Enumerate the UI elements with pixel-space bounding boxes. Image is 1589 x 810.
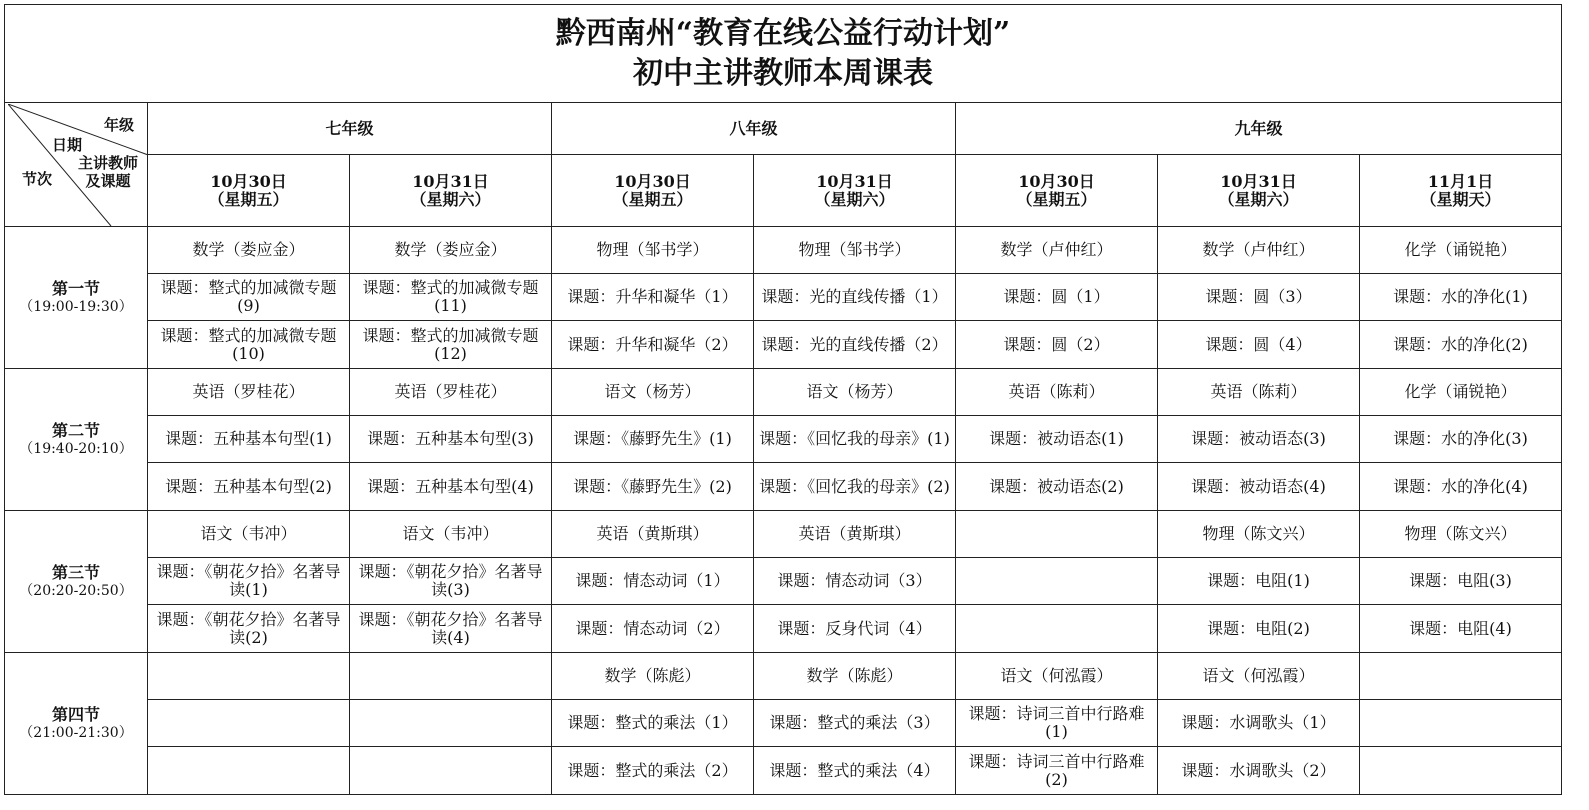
periods-body (5, 227, 1562, 795)
lesson-topic-cell[interactable]: 课题：电阻(1) (1158, 558, 1360, 605)
period-row (5, 511, 1562, 558)
date-label: 10月31日 (412, 171, 489, 191)
date-header-cell[interactable] (350, 155, 552, 227)
period-row (5, 321, 1562, 369)
lesson-topic-cell[interactable]: 课题：圆（3） (1158, 274, 1360, 321)
subject-teacher-cell[interactable]: 语文（杨芳） (552, 369, 754, 416)
subject-teacher-cell[interactable]: 语文（韦冲） (350, 511, 552, 558)
period-row (5, 463, 1562, 511)
lesson-topic-cell[interactable] (350, 747, 552, 795)
lesson-topic-cell[interactable]: 课题：《朝花夕拾》名著导读(1) (148, 558, 350, 605)
subject-teacher-cell[interactable]: 英语（陈莉） (956, 369, 1158, 416)
lesson-topic-cell[interactable]: 课题：电阻(4) (1360, 605, 1562, 653)
lesson-topic-cell[interactable]: 课题：五种基本句型(2) (148, 463, 350, 511)
period-row (5, 747, 1562, 795)
header-corner-cell[interactable] (5, 103, 148, 227)
lesson-topic-cell[interactable]: 课题：升华和凝华（2） (552, 321, 754, 369)
date-header-row (5, 155, 1562, 227)
lesson-topic-cell[interactable]: 课题：水的净化(2) (1360, 321, 1562, 369)
corner-period-label: 节次 (22, 169, 53, 188)
lesson-topic-cell[interactable]: 课题：光的直线传播（2） (754, 321, 956, 369)
period-name: 第一节 (51, 278, 100, 298)
subject-teacher-cell[interactable]: 英语（黄斯琪） (754, 511, 956, 558)
lesson-topic-cell[interactable]: 课题：升华和凝华（1） (552, 274, 754, 321)
subject-teacher-cell[interactable]: 化学（诵锐艳） (1360, 369, 1562, 416)
subject-teacher-cell[interactable]: 化学（诵锐艳） (1360, 227, 1562, 274)
lesson-topic-cell[interactable]: 课题：五种基本句型(1) (148, 416, 350, 463)
lesson-topic-cell[interactable]: 课题：水调歌头（1） (1158, 700, 1360, 747)
lesson-topic-cell[interactable]: 课题：被动语态(2) (956, 463, 1158, 511)
lesson-topic-cell[interactable]: 课题：圆（2） (956, 321, 1158, 369)
date-label: 10月30日 (210, 171, 287, 191)
date-label: 10月31日 (1220, 171, 1297, 191)
period-row (5, 605, 1562, 653)
date-label: 10月30日 (614, 171, 691, 191)
subject-teacher-cell[interactable]: 语文（韦冲） (148, 511, 350, 558)
lesson-topic-cell[interactable]: 课题：光的直线传播（1） (754, 274, 956, 321)
corner-teacher-line-2: 及课题 (85, 171, 131, 190)
grade-header-row (5, 103, 1562, 155)
date-header-cell[interactable] (956, 155, 1158, 227)
lesson-topic-cell[interactable]: 课题：《朝花夕拾》名著导读(2) (148, 605, 350, 653)
weekday-label: （星期六） (410, 189, 491, 209)
lesson-topic-cell[interactable]: 课题：整式的加减微专题(10) (148, 321, 350, 369)
lesson-topic-cell[interactable]: 课题：《回忆我的母亲》(2) (754, 463, 956, 511)
lesson-topic-cell[interactable]: 课题：被动语态(3) (1158, 416, 1360, 463)
lesson-topic-cell[interactable]: 课题：圆（1） (956, 274, 1158, 321)
date-label: 10月30日 (1018, 171, 1095, 191)
period-time: （19:00-19:30） (19, 298, 133, 315)
lesson-topic-cell[interactable] (1360, 700, 1562, 747)
date-header-cell[interactable] (754, 155, 956, 227)
timetable (4, 4, 1562, 795)
period-row (5, 653, 1562, 700)
lesson-topic-cell[interactable]: 课题：水的净化(4) (1360, 463, 1562, 511)
period-time: （21:00-21:30） (19, 724, 133, 741)
lesson-topic-cell[interactable]: 课题：水的净化(3) (1360, 416, 1562, 463)
title-line-1: 黔西南州“教育在线公益行动计划” (555, 15, 1011, 51)
grade-header-8[interactable]: 八年级 (552, 103, 956, 155)
subject-teacher-cell[interactable]: 数学（娄应金） (148, 227, 350, 274)
subject-teacher-cell[interactable]: 数学（陈彪） (552, 653, 754, 700)
weekday-label: （星期天） (1420, 189, 1501, 209)
subject-teacher-cell[interactable]: 物理（陈文兴） (1360, 511, 1562, 558)
title-row (5, 5, 1562, 103)
grade-header-7[interactable]: 七年级 (148, 103, 552, 155)
lesson-topic-cell[interactable]: 课题：诗词三首中行路难(2) (956, 747, 1158, 795)
lesson-topic-cell[interactable] (956, 558, 1158, 605)
lesson-topic-cell[interactable]: 课题：情态动词（3） (754, 558, 956, 605)
date-label: 10月31日 (816, 171, 893, 191)
subject-teacher-cell[interactable] (350, 653, 552, 700)
lesson-topic-cell[interactable]: 课题：被动语态(1) (956, 416, 1158, 463)
date-header-cell[interactable] (552, 155, 754, 227)
weekday-label: （星期五） (208, 189, 289, 209)
period-label-cell[interactable] (5, 653, 148, 795)
lesson-topic-cell[interactable]: 课题：整式的加减微专题(9) (148, 274, 350, 321)
subject-teacher-cell[interactable]: 数学（卢仲红） (956, 227, 1158, 274)
lesson-topic-cell[interactable]: 课题：《朝花夕拾》名著导读(4) (350, 605, 552, 653)
period-row (5, 416, 1562, 463)
period-row (5, 227, 1562, 274)
lesson-topic-cell[interactable]: 课题：情态动词（2） (552, 605, 754, 653)
weekday-label: （星期六） (1218, 189, 1299, 209)
period-time: （19:40-20:10） (19, 440, 133, 457)
corner-teacher-line-1: 主讲教师 (77, 153, 138, 172)
period-name: 第二节 (51, 420, 100, 440)
subject-teacher-cell[interactable]: 英语（黄斯琪） (552, 511, 754, 558)
period-row (5, 700, 1562, 747)
lesson-topic-cell[interactable]: 课题：《回忆我的母亲》(1) (754, 416, 956, 463)
subject-teacher-cell[interactable]: 物理（邹书学） (754, 227, 956, 274)
lesson-topic-cell[interactable]: 课题：整式的加减微专题(11) (350, 274, 552, 321)
subject-teacher-cell[interactable]: 英语（陈莉） (1158, 369, 1360, 416)
lesson-topic-cell[interactable] (350, 700, 552, 747)
lesson-topic-cell[interactable]: 课题：整式的乘法（1） (552, 700, 754, 747)
lesson-topic-cell[interactable]: 课题：整式的乘法（4） (754, 747, 956, 795)
lesson-topic-cell[interactable]: 课题：水调歌头（2） (1158, 747, 1360, 795)
lesson-topic-cell[interactable]: 课题：诗词三首中行路难(1) (956, 700, 1158, 747)
subject-teacher-cell[interactable]: 物理（邹书学） (552, 227, 754, 274)
period-label-cell[interactable] (5, 511, 148, 653)
lesson-topic-cell[interactable] (148, 747, 350, 795)
lesson-topic-cell[interactable]: 课题：《朝花夕拾》名著导读(3) (350, 558, 552, 605)
lesson-topic-cell[interactable]: 课题：《藤野先生》(2) (552, 463, 754, 511)
period-time: （20:20-20:50） (19, 582, 133, 599)
grade-header-9[interactable]: 九年级 (956, 103, 1562, 155)
lesson-topic-cell[interactable] (1360, 747, 1562, 795)
lesson-topic-cell[interactable]: 课题：电阻(3) (1360, 558, 1562, 605)
lesson-topic-cell[interactable]: 课题：五种基本句型(4) (350, 463, 552, 511)
subject-teacher-cell[interactable]: 语文（何泓霞） (956, 653, 1158, 700)
lesson-topic-cell[interactable]: 课题：圆（4） (1158, 321, 1360, 369)
lesson-topic-cell[interactable]: 课题：被动语态(4) (1158, 463, 1360, 511)
date-header-cell[interactable] (148, 155, 350, 227)
header-corner (8, 104, 144, 226)
subject-teacher-cell[interactable]: 数学（陈彪） (754, 653, 956, 700)
lesson-topic-cell[interactable]: 课题：整式的乘法（2） (552, 747, 754, 795)
lesson-topic-cell[interactable]: 课题：整式的乘法（3） (754, 700, 956, 747)
title-line-2: 初中主讲教师本周课表 (633, 55, 933, 91)
period-row (5, 369, 1562, 416)
lesson-topic-cell[interactable]: 课题：五种基本句型(3) (350, 416, 552, 463)
weekday-label: （星期五） (1016, 189, 1097, 209)
lesson-topic-cell[interactable]: 课题：电阻(2) (1158, 605, 1360, 653)
lesson-topic-cell[interactable] (148, 700, 350, 747)
subject-teacher-cell[interactable]: 物理（陈文兴） (1158, 511, 1360, 558)
period-name: 第四节 (51, 704, 100, 724)
weekday-label: （星期五） (612, 189, 693, 209)
subject-teacher-cell[interactable]: 英语（罗桂花） (148, 369, 350, 416)
lesson-topic-cell[interactable]: 课题：《藤野先生》(1) (552, 416, 754, 463)
lesson-topic-cell[interactable]: 课题：反身代词（4） (754, 605, 956, 653)
weekday-label: （星期六） (814, 189, 895, 209)
date-header-cell[interactable] (1360, 155, 1562, 227)
date-label: 11月1日 (1427, 171, 1494, 191)
period-row (5, 558, 1562, 605)
subject-teacher-cell[interactable]: 数学（卢仲红） (1158, 227, 1360, 274)
subject-teacher-cell[interactable] (148, 653, 350, 700)
period-label-cell[interactable] (5, 369, 148, 511)
lesson-topic-cell[interactable] (956, 605, 1158, 653)
period-label-cell[interactable] (5, 227, 148, 369)
subject-teacher-cell[interactable] (1360, 653, 1562, 700)
subject-teacher-cell[interactable]: 数学（娄应金） (350, 227, 552, 274)
period-name: 第三节 (51, 562, 100, 582)
subject-teacher-cell[interactable]: 语文（杨芳） (754, 369, 956, 416)
lesson-topic-cell[interactable]: 课题：水的净化(1) (1360, 274, 1562, 321)
corner-teacher-label (78, 154, 138, 190)
lesson-topic-cell[interactable]: 课题：情态动词（1） (552, 558, 754, 605)
lesson-topic-cell[interactable]: 课题：整式的加减微专题(12) (350, 321, 552, 369)
subject-teacher-cell[interactable]: 英语（罗桂花） (350, 369, 552, 416)
date-header-cell[interactable] (1158, 155, 1360, 227)
corner-date-label: 日期 (52, 135, 83, 154)
title-cell[interactable] (5, 5, 1562, 103)
corner-grade-label: 年级 (103, 115, 134, 134)
subject-teacher-cell[interactable]: 语文（何泓霞） (1158, 653, 1360, 700)
subject-teacher-cell[interactable] (956, 511, 1158, 558)
period-row (5, 274, 1562, 321)
